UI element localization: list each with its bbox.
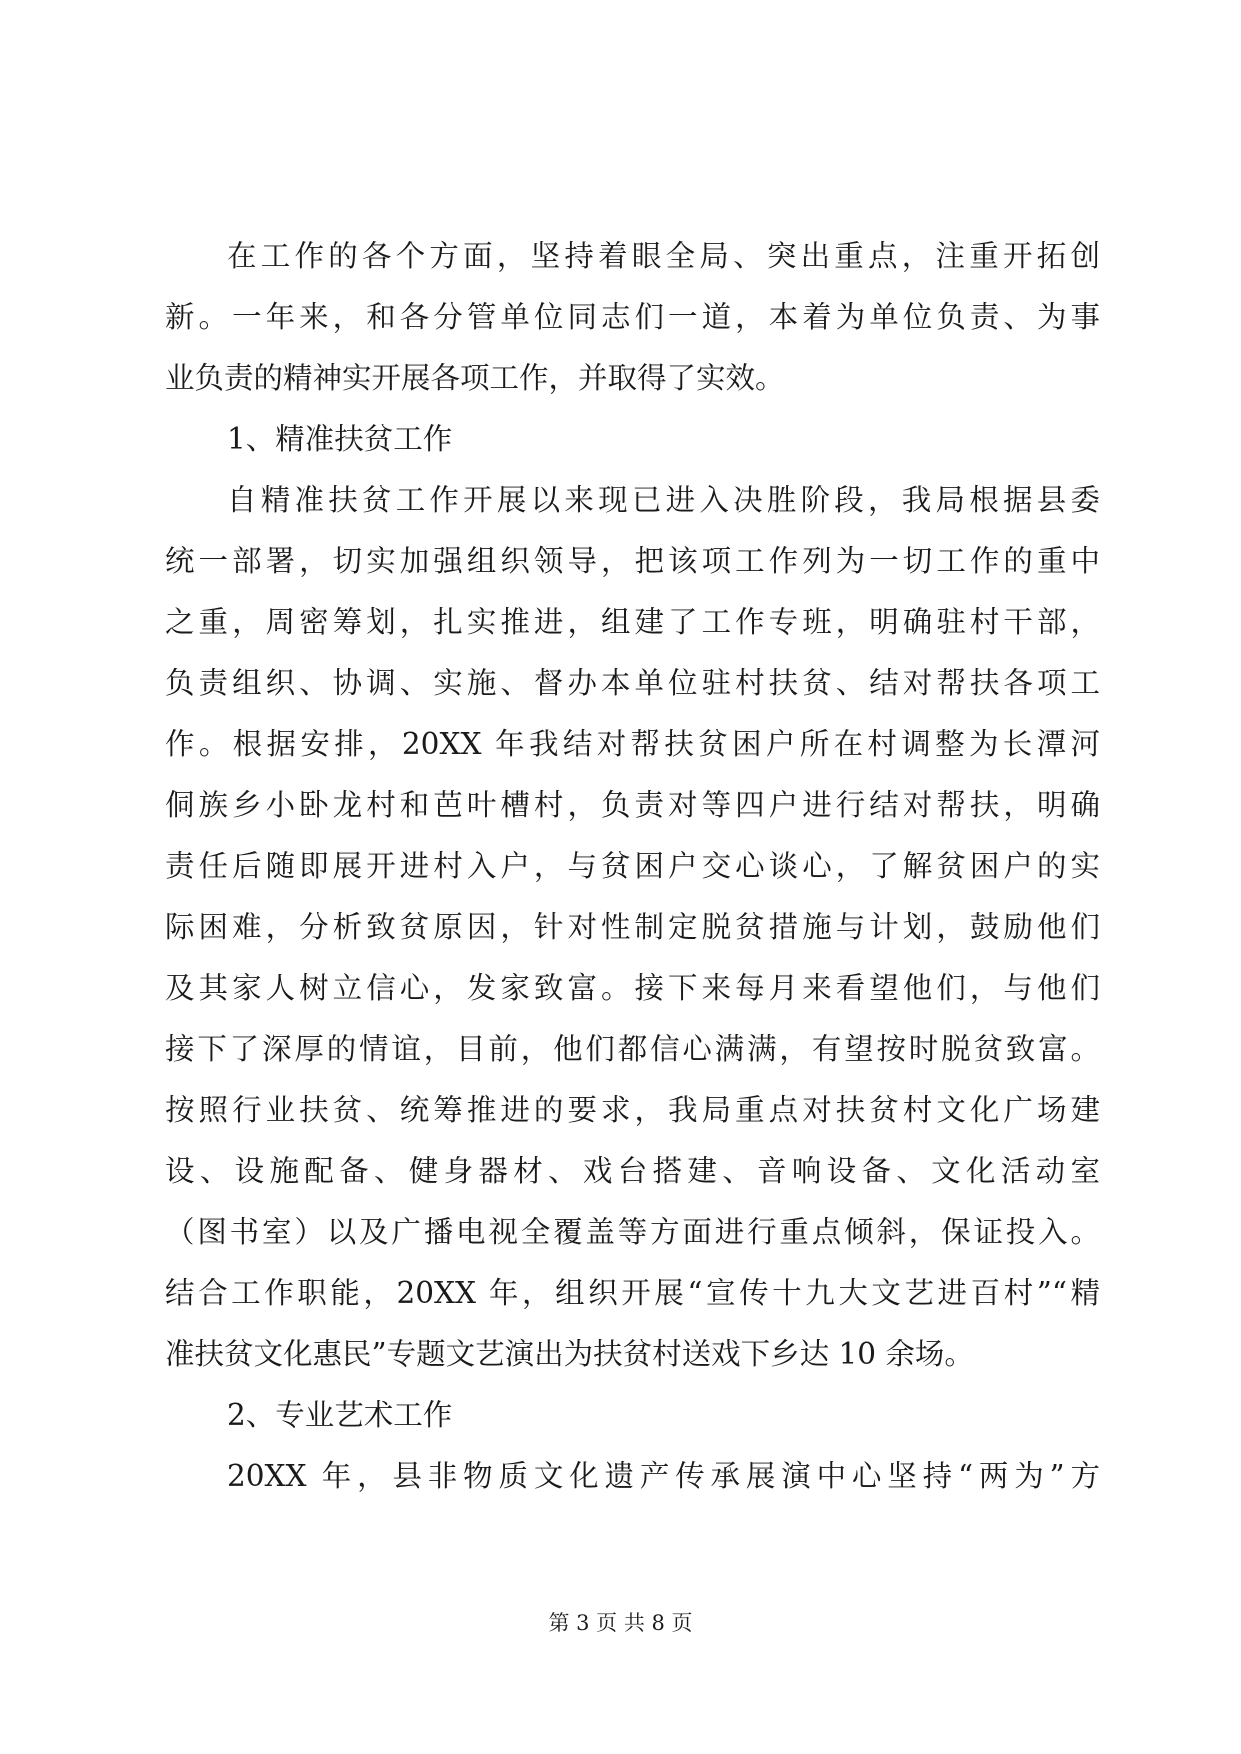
paragraph-line: 在工作的各个方面，坚持着眼全局、突出重点，注重开拓创 bbox=[227, 239, 1100, 273]
paragraph-line: 际困难，分析致贫原因，针对性制定脱贫措施与计划，鼓励他们 bbox=[165, 910, 1100, 944]
paragraph-line: 作。根据安排，20XX 年我结对帮扶贫困户所在村调整为长潭河 bbox=[165, 727, 1100, 761]
paragraph-line: 新。一年来，和各分管单位同志们一道，本着为单位负责、为事 bbox=[165, 300, 1100, 334]
paragraph-line: 20XX 年，县非物质文化遗产传承展演中心坚持“两为”方 bbox=[227, 1459, 1100, 1493]
page-number-label: 第 3 页 共 8 页 bbox=[548, 1611, 693, 1635]
paragraph-line: 接下了深厚的情谊，目前，他们都信心满满，有望按时脱贫致富。 bbox=[165, 1032, 1100, 1066]
section-heading-1: 1、精准扶贫工作 bbox=[227, 422, 453, 456]
paragraph-line: 统一部署，切实加强组织领导，把该项工作列为一切工作的重中 bbox=[165, 544, 1100, 578]
section-heading-2: 2、专业艺术工作 bbox=[227, 1398, 453, 1432]
paragraph-line: 准扶贫文化惠民”专题文艺演出为扶贫村送戏下乡达 10 余场。 bbox=[165, 1337, 974, 1371]
paragraph-line: 及其家人树立信心，发家致富。接下来每月来看望他们，与他们 bbox=[165, 971, 1100, 1005]
paragraph-line: 按照行业扶贫、统筹推进的要求，我局重点对扶贫村文化广场建 bbox=[165, 1093, 1100, 1127]
paragraph-line: 结合工作职能，20XX 年，组织开展“宣传十九大文艺进百村”“精 bbox=[165, 1276, 1100, 1310]
paragraph-line: 责任后随即展开进村入户，与贫困户交心谈心，了解贫困户的实 bbox=[165, 849, 1100, 883]
paragraph-line: 之重，周密筹划，扎实推进，组建了工作专班，明确驻村干部， bbox=[165, 605, 1100, 639]
page-footer bbox=[0, 1608, 1241, 1638]
paragraph-line: （图书室）以及广播电视全覆盖等方面进行重点倾斜，保证投入。 bbox=[165, 1215, 1100, 1249]
paragraph-line: 设、设施配备、健身器材、戏台搭建、音响设备、文化活动室 bbox=[165, 1154, 1100, 1188]
paragraph-line: 自精准扶贫工作开展以来现已进入决胜阶段，我局根据县委 bbox=[227, 483, 1100, 517]
paragraph-line: 负责组织、协调、实施、督办本单位驻村扶贫、结对帮扶各项工 bbox=[165, 666, 1100, 700]
document-body bbox=[165, 226, 1100, 1507]
paragraph-line: 业负责的精神实开展各项工作，并取得了实效。 bbox=[165, 361, 785, 395]
paragraph-line: 侗族乡小卧龙村和芭叶槽村，负责对等四户进行结对帮扶，明确 bbox=[165, 788, 1100, 822]
